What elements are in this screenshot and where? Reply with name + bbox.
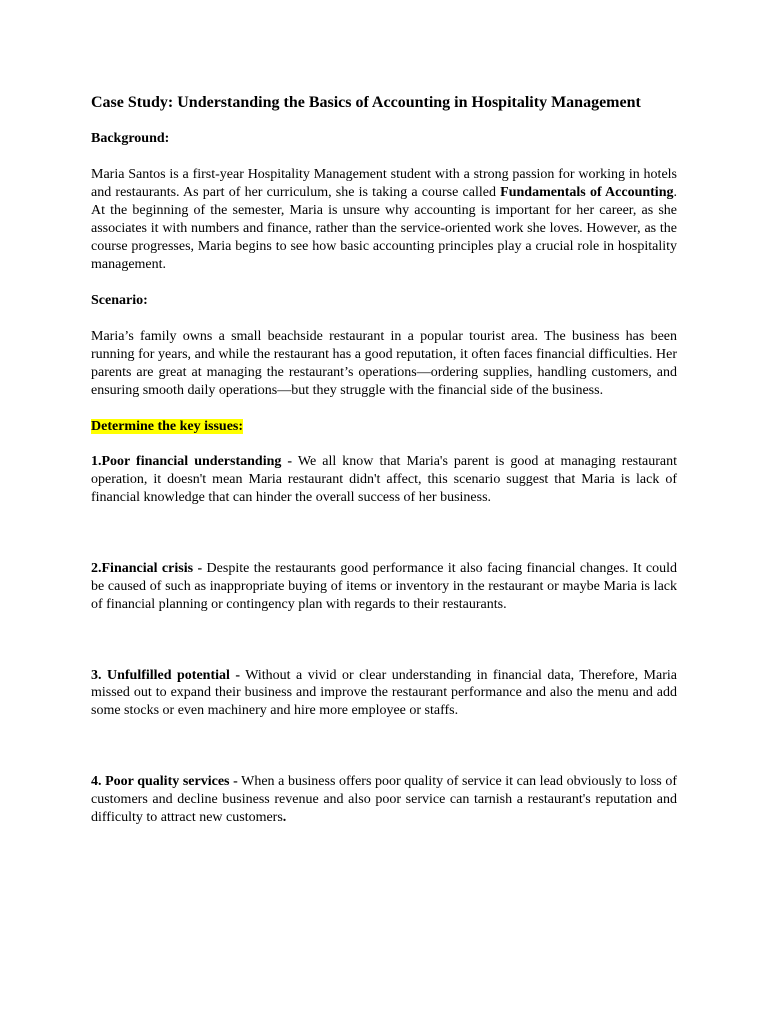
issue-label: 3. Unfulfilled potential - (91, 667, 241, 683)
issue-item (91, 453, 677, 507)
document-title: Case Study: Understanding the Basics of Accounting in Hospitality Management (91, 94, 641, 111)
issue-item (91, 773, 677, 827)
issue-item (91, 667, 677, 721)
course-name: Fundamentals of Accounting (500, 184, 674, 200)
scenario-heading: Scenario: (91, 293, 148, 309)
issue-label: 2.Financial crisis - (91, 560, 203, 576)
issues-heading (91, 418, 677, 436)
issue-text: We all know that Maria's parent is good at managing restaurant operation, it doesn't mean Maria restaurant didn't affect, this scenario suggest that Maria is lack of financial knowledge that can hinder the overall success of her business. (91, 454, 678, 505)
background-text-part-2: . At the beginning of the semester, Maria is unsure why accounting is important for her career, as she associates it with numbers and finance, rather than the service-oriented work she loves. However, as the course progresses, Maria begins to see how basic accounting principles play a crucial role in hospitality management. (91, 184, 677, 272)
issue-item (91, 560, 677, 614)
issue-text: Despite the restaurants good performance it also facing financial changes. It could be caused of such as inappropriate buying of items or inventory in the restaurant or maybe Maria is lack of financial planning or contingency plan with regards to their restaurants. (91, 560, 677, 612)
scenario-paragraph: Maria’s family owns a small beachside restaurant in a popular tourist area. The business has been running for years, and while the restaurant has a good reputation, it often faces financial difficulties. Her parents are great at managing the restaurant’s operations—ordering supplies, handling customers, and ensuring smooth daily operations—but they struggle with the financial side of the business. (91, 329, 677, 399)
background-heading: Background: (91, 131, 170, 146)
issue-text: Without a vivid or clear understanding in financial data, Therefore, Maria missed out to expand their business and improve the restaurant performance and also the menu and add some stocks or even machinery and hire more employee or staffs. (91, 667, 677, 719)
issue-label: 4. Poor quality services - (91, 774, 238, 790)
background-text-part-1: Maria Santos is a first-year Hospitality Management student with a strong passion for working in hotels and restaurants. As part of her curriculum, she is taking a course called (91, 167, 677, 200)
background-paragraph (91, 166, 677, 273)
issue-end-period: . (282, 810, 287, 826)
issues-heading-text: Determine the key issues: (91, 419, 244, 435)
document-page (91, 92, 677, 827)
issue-text: When a business offers poor quality of service it can lead obviously to loss of customers and decline business revenue and also poor service can tarnish a restaurant's reputation and difficulty to attract new customers (91, 774, 677, 826)
issue-label: 1.Poor financial understanding - (91, 454, 293, 470)
